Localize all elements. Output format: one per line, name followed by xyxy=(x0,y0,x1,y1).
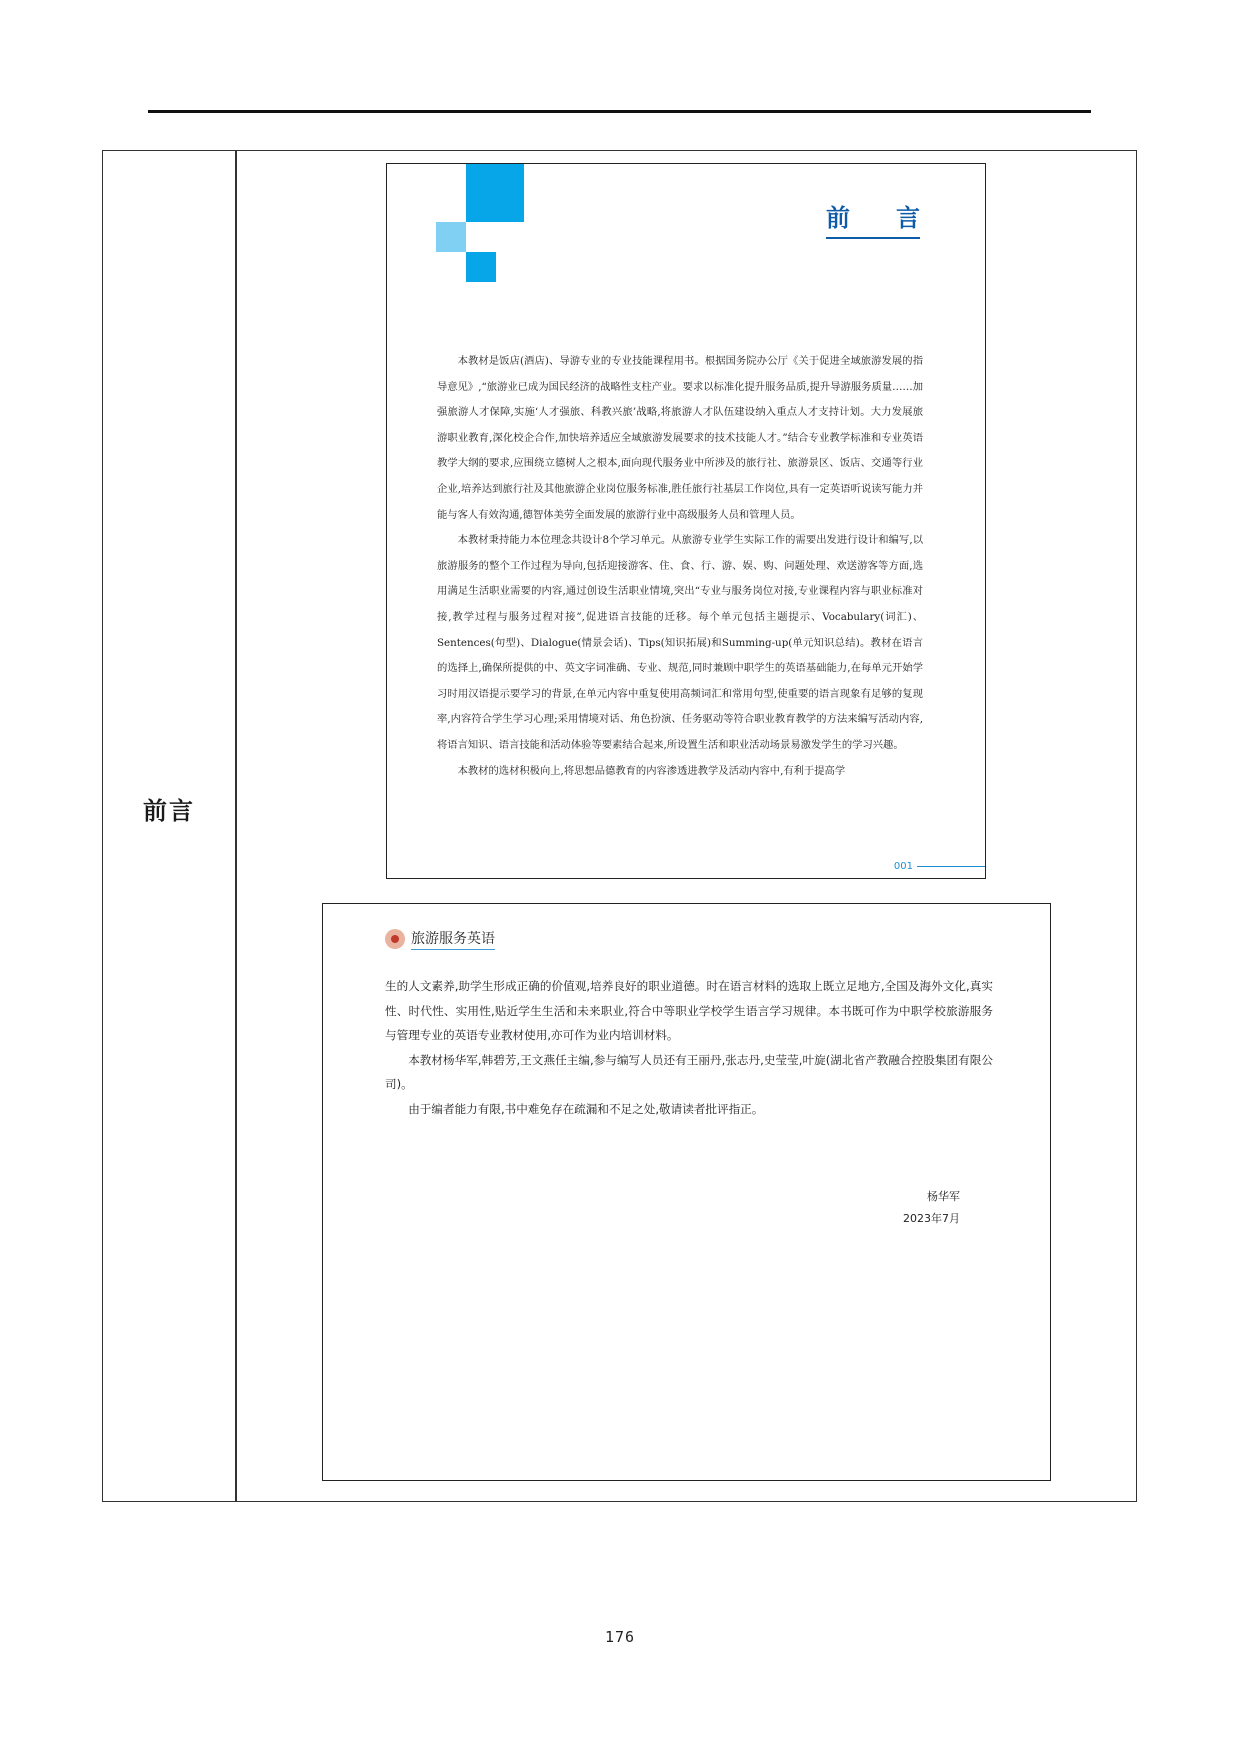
preface-title-char: 言 xyxy=(896,203,920,232)
running-header xyxy=(385,928,495,950)
signature-name: 杨华军 xyxy=(927,1190,960,1203)
preface-paragraph: 本教材杨华军,韩碧芳,王文燕任主编,参与编写人员还有王丽丹,张志丹,史莹莹,叶旋(湖北省产教融合控股集团有限公司)。 xyxy=(385,1052,993,1091)
decorative-square xyxy=(466,252,496,282)
scanned-page-number-text: 001 xyxy=(893,861,913,872)
preface-paragraph: 本教材秉持能力本位理念共设计8个学习单元。从旅游专业学生实际工作的需要出发进行设计和编写,以旅游服务的整个工作过程为导向,包括迎接游客、住、食、行、游、娱、购、问题处理、欢送游客等方面,选用满足生活职业需要的内容,通过创设生活职业情境,突出“专业与服务岗位对接,专业课程内容与职业标准对接,教学过程与服务过程对接”,促进语言技能的迁移。每个单元包括主题提示、Vocabulary(词汇)、Sentences(句型)、Dialogue(情景会话)、Tips(知识拓展)和Summing-up(单元知识总结)。教材在语言的选择上,确保所提供的中、英文字词准确、专业、规范,同时兼顾中职学生的英语基础能力,在每单元开始学习时用汉语提示要学习的背景,在单元内容中重复使用高频词汇和常用句型,使重要的语言现象有足够的复现率,内容符合学生学习心理;采用情境对话、角色扮演、任务驱动等符合职业教育教学的方法来编写活动内容,将语言知识、语言技能和活动体验等要素结合起来,所设置生活和职业活动场景易激发学生的学习兴趣。 xyxy=(437,534,923,751)
running-header-title: 旅游服务英语 xyxy=(411,928,495,950)
preface-paragraph: 由于编者能力有限,书中难免存在疏漏和不足之处,敬请读者批评指正。 xyxy=(408,1101,764,1116)
decorative-square xyxy=(436,222,466,252)
preface-paragraph: 生的人文素养,助学生形成正确的价值观,培养良好的职业道德。时在语言材料的选取上既立足地方,全国及海外文化,真实性、时代性、实用性,贴近学生生活和未来职业,符合中等职业学校学生语言学习规律。本书既可作为中职学校旅游服务与管理专业的英语专业教材使用,亦可作为业内培训材料。 xyxy=(385,979,993,1042)
content-table xyxy=(102,150,1137,1502)
header-rule xyxy=(148,110,1091,113)
column-divider xyxy=(235,151,237,1501)
page-number: 176 xyxy=(604,1628,636,1646)
signature-date: 2023年7月 xyxy=(903,1212,960,1225)
preface-body xyxy=(437,349,923,784)
scanned-page-number xyxy=(894,861,985,872)
preface-title xyxy=(826,198,920,239)
preface-title-char: 前 xyxy=(826,203,850,232)
scanned-page-preface-2 xyxy=(322,903,1051,1481)
scanned-page-preface-1 xyxy=(386,163,986,879)
book-logo-icon xyxy=(385,929,405,949)
page-number-line xyxy=(917,866,985,868)
row-label: 前言 xyxy=(143,797,195,825)
preface-continued-body xyxy=(385,974,993,1121)
preface-paragraph: 本教材是饭店(酒店)、导游专业的专业技能课程用书。根据国务院办公厅《关于促进全域旅游发展的指导意见》,“旅游业已成为国民经济的战略性支柱产业。要求以标准化提升服务品质,提升导游服务质量……加强旅游人才保障,实施‘人才强旅、科教兴旅’战略,将旅游人才队伍建设纳入重点人才支持计划。大力发展旅游职业教育,深化校企合作,加快培养适应全域旅游发展要求的技术技能人才。”结合专业教学标准和专业英语教学大纲的要求,应围绕立德树人之根本,面向现代服务业中所涉及的旅行社、旅游景区、饭店、交通等行业企业,培养达到旅行社及其他旅游企业岗位服务标准,胜任旅行社基层工作岗位,具有一定英语听说读写能力并能与客人有效沟通,德智体美劳全面发展的旅游行业中高级服务人员和管理人员。 xyxy=(437,355,923,521)
preface-paragraph: 本教材的选材积极向上,将思想品德教育的内容渗透进教学及活动内容中,有利于提高学 xyxy=(457,764,846,777)
signature-block xyxy=(903,1186,960,1230)
decorative-square xyxy=(466,164,524,222)
